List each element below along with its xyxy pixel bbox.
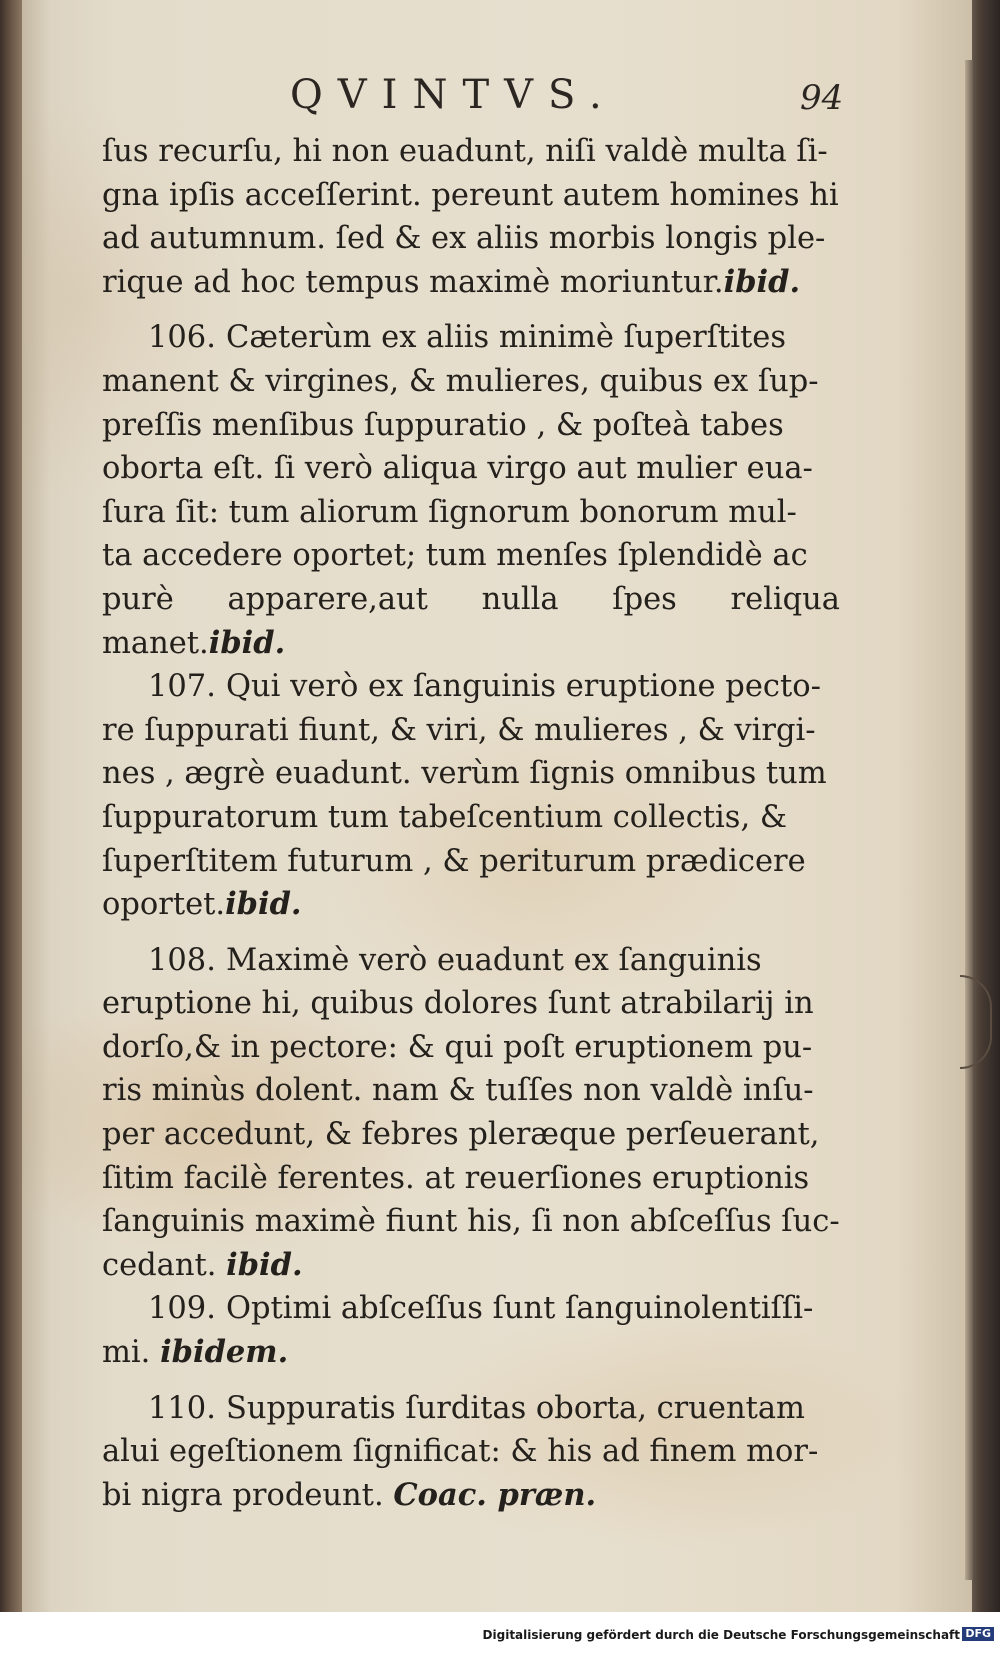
dfg-logo: DFG xyxy=(962,1627,994,1641)
text-line: rique ad hoc tempus maximè moriuntur.ibid. xyxy=(102,263,801,300)
digitization-footer xyxy=(0,1612,1000,1657)
paragraph-108 xyxy=(102,939,840,1288)
paragraph-number: 110. xyxy=(148,1390,216,1426)
citation-ref: Coac. præn. xyxy=(393,1476,597,1513)
text-line: per accedunt, & febres pleræque perſeuerant, xyxy=(102,1117,820,1153)
scan-left-edge xyxy=(0,0,22,1657)
text-line: oborta eſt. ſi verò aliqua virgo aut mulier eua- xyxy=(102,451,813,487)
text-line: purè apparere,aut nulla ſpes reliqua manet.ibid. xyxy=(102,581,840,661)
text-line: re ſuppurati fiunt, & viri, & mulieres , & virgi- xyxy=(102,712,816,748)
text-line: 110. Suppuratis ſurditas oborta, cruentam xyxy=(102,1387,840,1431)
text-line: ſuperſtitem futurum , & periturum prædicere xyxy=(102,843,806,879)
funding-credit: Digitalisierung gefördert durch die Deutsche Forschungsgemeinschaft xyxy=(482,1628,960,1642)
paragraph-number: 107. xyxy=(148,669,216,705)
text-line: ſura ſit: tum aliorum ſignorum bonorum mul- xyxy=(102,494,797,530)
running-title: QVINTVS. xyxy=(290,72,617,118)
text-line: bi nigra prodeunt. Coac. præn. xyxy=(102,1476,597,1513)
citation-ref: ibid. xyxy=(723,263,801,300)
text-line: ta accedere oportet; tum menſes ſplendidè ac xyxy=(102,538,808,574)
paragraph-continued xyxy=(102,130,840,304)
page-number: 94 xyxy=(800,78,844,118)
text-line: ris minùs dolent. nam & tuſſes non valdè inſu- xyxy=(102,1073,814,1109)
paragraph-number: 108. xyxy=(148,942,216,978)
text-line: 108. Maximè verò euadunt ex ſanguinis xyxy=(102,939,840,983)
citation-ref: ibid. xyxy=(208,624,286,661)
citation-ref: ibid. xyxy=(225,886,302,923)
citation-ref: ibid. xyxy=(226,1246,303,1283)
book-page xyxy=(22,0,972,1612)
text-line: ſuppuratorum tum tabeſcentium collectis, & xyxy=(102,799,787,835)
paragraph-106 xyxy=(102,316,840,665)
page-edge-shadow xyxy=(965,60,973,1580)
text-line: ſitim facilè ferentes. at reuerſiones eruptionis xyxy=(102,1160,810,1196)
text-line: gna ipſis acceſſerint. pereunt autem homines hi xyxy=(102,177,839,213)
text-line: cedant. ibid. xyxy=(102,1246,303,1283)
text-line: alui egeſtionem ſignificat: & his ad finem mor- xyxy=(102,1434,819,1470)
text-line: ſanguinis maximè fiunt his, ſi non abſceſſus ſuc- xyxy=(102,1204,840,1240)
text-line: 109. Optimi abſceſſus ſunt ſanguinolentiſſi- xyxy=(102,1287,840,1331)
text-line: ad autumnum. ſed & ex aliis morbis longis ple- xyxy=(102,221,826,257)
text-line: mi. ibidem. xyxy=(102,1334,289,1371)
text-line: dorſo,& in pectore: & qui poſt eruptionem pu- xyxy=(102,1029,813,1065)
body-text xyxy=(102,130,840,1517)
text-line: oportet.ibid. xyxy=(102,886,302,923)
page-header xyxy=(22,70,972,130)
paragraph-110 xyxy=(102,1387,840,1518)
paragraph-number: 106. xyxy=(148,320,216,356)
paragraph-107 xyxy=(102,665,840,927)
text-line: preſſis menſibus ſuppuratio , & poſteà tabes xyxy=(102,407,784,443)
text-line: manent & virgines, & mulieres, quibus ex ſup- xyxy=(102,363,819,399)
text-line: nes , ægrè euadunt. verùm ſignis omnibus tum xyxy=(102,756,827,792)
text-line: 107. Qui verò ex ſanguinis eruptione pecto- xyxy=(102,665,840,709)
text-line: ſus recurſu, hi non euadunt, niſi valdè multa ſi- xyxy=(102,134,828,169)
paragraph-109 xyxy=(102,1287,840,1374)
paragraph-number: 109. xyxy=(148,1291,216,1327)
text-line: 106. Cæterùm ex aliis minimè ſuperſtites xyxy=(102,316,840,360)
citation-ref: ibidem. xyxy=(160,1334,289,1371)
text-line: eruptione hi, quibus dolores ſunt atrabilarij in xyxy=(102,986,814,1022)
